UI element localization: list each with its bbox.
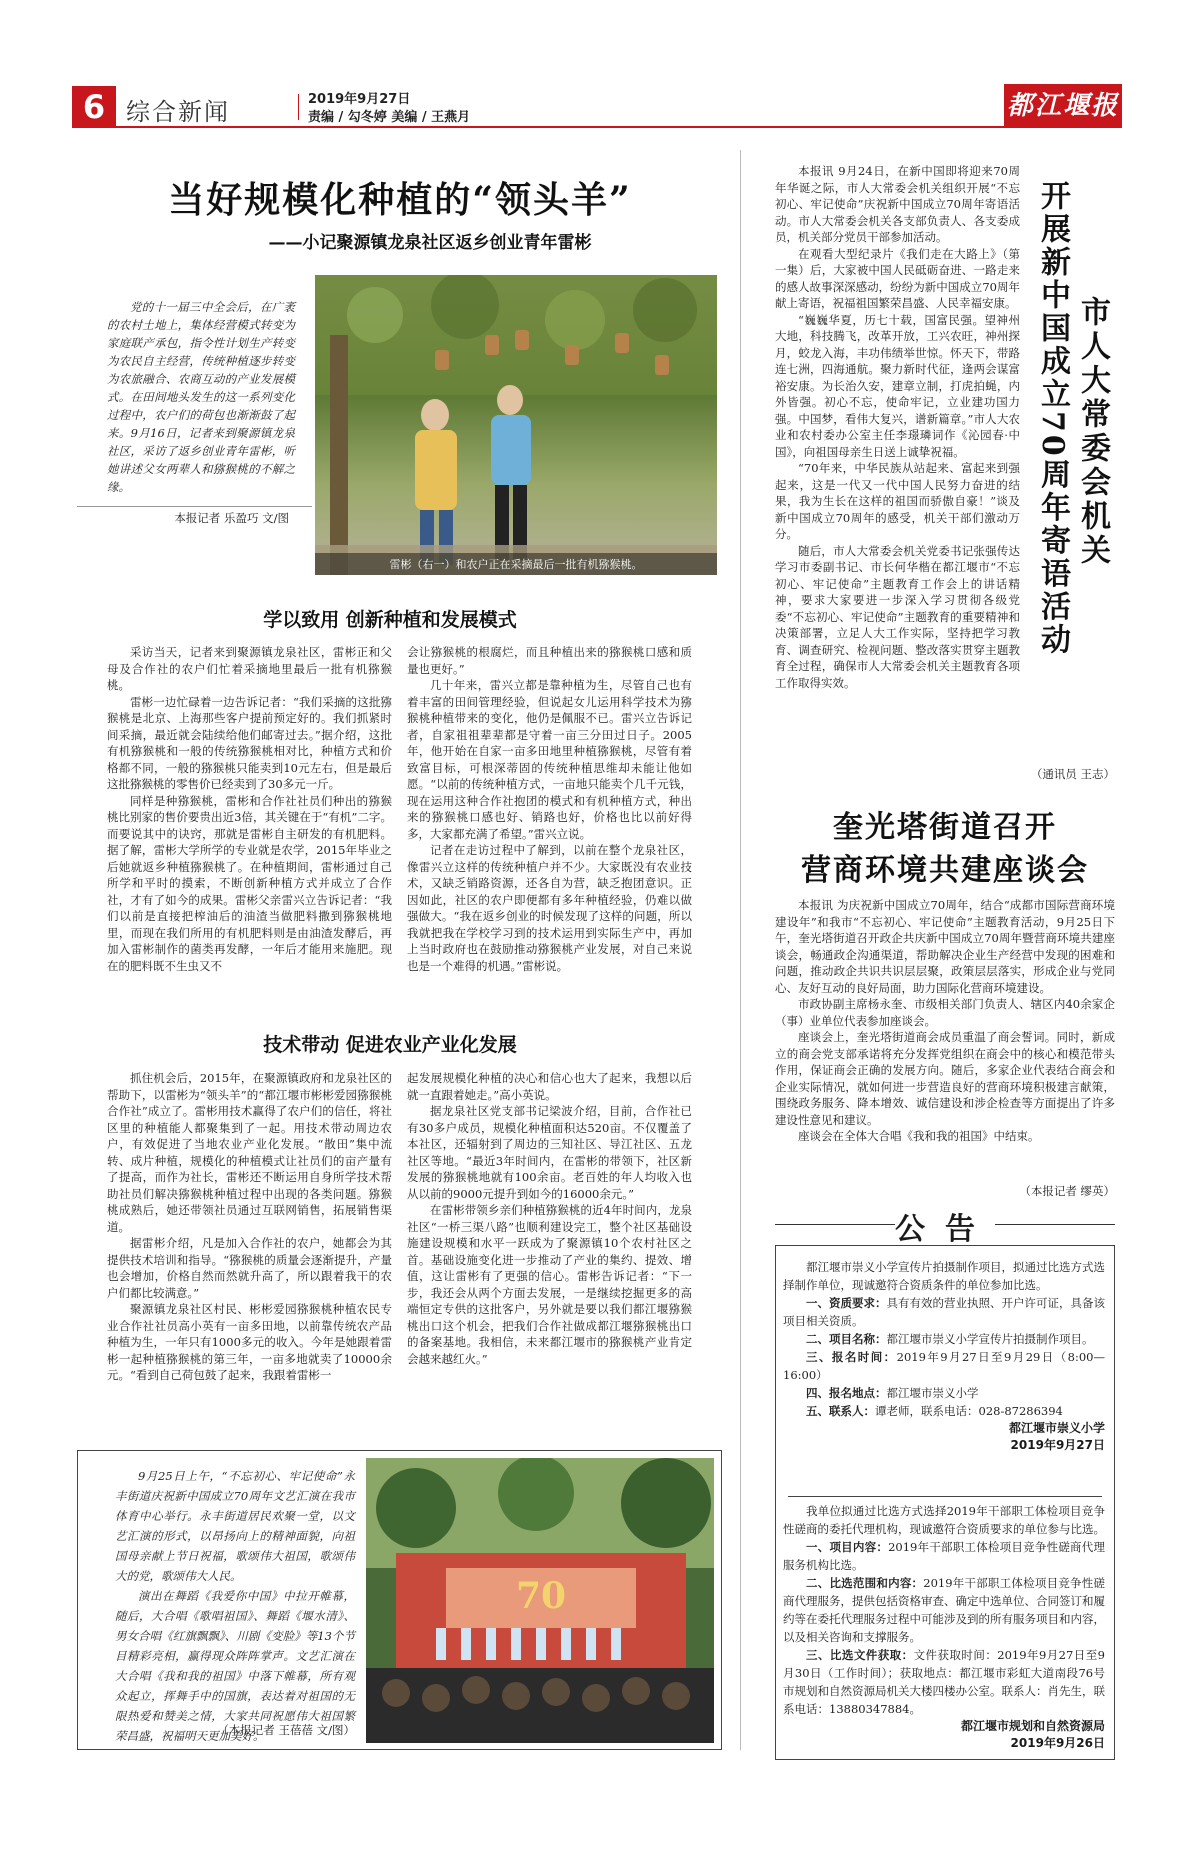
bottom-byline: （本报记者 王蓓蓓 文/图） [217,1723,355,1737]
bottom-story-text: 9月25日上午，“不忘初心、牢记使命”永丰街道庆祝新中国成立70周年文艺汇演在我市体育中心举行。永丰街道居民欢聚一堂，以文艺汇演的形式，以昂扬向上的精神面貌，向祖国母亲献上节日祝福，歌颂伟大祖国，歌颂伟大的党，歌颂伟大人民。 演出在舞蹈《我爱你中国》中拉开帷幕，随后，大合唱《歌唱祖国》、舞蹈《堰水清》、男女合唱《红旗飘飘》、川剧《变脸》等13个节目精彩亮相，赢得现众阵阵掌声。文艺汇演在大合唱《我和我的祖国》中落下帷幕，所有观众起立，挥舞手中的国旗，表达着对祖国的无限热爱和赞美之情，大家共同祝愿伟大祖国繁荣昌盛，祝福明天更加美好。 [115,1469,355,1743]
issue-date: 2019年9月27日 [308,92,411,107]
section2-heading: 技术带动 促进农业产业化发展 [263,1034,517,1056]
notice2-item: 一、项目内容：2019年干部职工体检项目竞争性磋商代理服务机构比选。 [783,1540,1105,1572]
notice2-item: 二、比选范围和内容：2019年干部职工体检项目竞争性磋商代理服务，提供包括资格审查、确定中选单位、合同签订和履约等在委托代理服务过程中可能涉及到的所有服务项目和内容，以及相关咨询和支撑服务。 [783,1576,1106,1644]
right-story1-byline: （通讯员 王志） [1030,767,1115,781]
lead-title: 当好规模化种植的“领头羊” [168,179,632,221]
right-story1-title-line2: 开展新中国成立70周年寄语活动 [1035,180,1070,657]
notice1-item: 二、项目名称：都江堰市崇义小学宣传片拍摄制作项目。 [806,1332,1094,1346]
kiwi-harvest-photo [315,275,717,575]
lead-intro: 党的十一届三中全会后，在广袤的农村土地上，集体经营模式转变为家庭联产承包，指令性计划生产转变为农民自主经营，传统种植逐步转变为农旅融合、农商互动的产业发展模式。在田间地头发生的这一系列变化过程中，农户们的荷包也渐渐鼓了起来。9月16日，记者来到聚源镇龙泉社区，采访了返乡创业青年雷彬，听她讲述父女两辈人和猕猴桃的不解之缘。 [107,300,295,494]
right-story2-body: 本报讯 为庆祝新中国成立70周年，结合“成都市国际营商环境建设年”和我市“不忘初心、牢记使命”主题教育活动，9月25日下午，奎光塔街道召开政企共庆新中国成立70周年暨营商环境共建座谈会，畅通政企沟通渠道，帮助解决企业生产经营中发现的困难和问题，推动政企共识共识层层聚，政策层层落实，形成企业与党同心、友好互动的良好局面，助力国际化营商环境建设。 市政协副主席杨永奎、市级相关部门负责人、辖区内40余家企（事）业单位代表参加座谈会。 座谈会上，奎光塔街道商会成员重温了商会誓词。同时，新成立的商会党支部承诺将充分发挥党组织在商会中的核心和模范带头作用，保证商会正确的发展方向。随后，多家企业代表结合商会和企业实际情况，就如何进一步营造良好的营商环境积极建言献策，围绕政务服务、降本增效、诚信建设和涉企检查等方面提出了许多建设性意见和建议。 座谈会在全体大合唱《我和我的祖国》中结束。 [775,898,1115,1143]
performance-photo [366,1458,714,1743]
right-story1-body: 本报讯 9月24日，在新中国即将迎来70周年华诞之际，市人大常委会机关组织开展“不忘初心、牢记使命”庆祝新中国成立70周年寄语活动。市人大常委会机关各支部负责人、各支委成员，机关部分党员干部参加活动。 在观看大型纪录片《我们走在大路上》（第一集）后，大家被中国人民砥砺奋进、一路走来的感人故事深深感动，纷纷为新中国成立70周年献上寄语，祝福祖国繁荣昌盛、人民幸福安康。 “巍巍华夏，历七十载，国富民强。望神州大地，科技腾飞，改革开放，工兴农旺，神州探月，蛟龙入海，丰功伟绩举世惊。怀天下，带路连七洲，四海通航。聚力新时代征，逢两会谋富裕安康。为长治久安，建章立制，打虎拍蝇，内外皆强。初心不忘，使命牢记，立业建功国力强。中国梦，看伟大复兴，谱新篇章。”市人大农业和农村委办公室主任李璟璘词作《沁园春·中国》，向祖国母亲生日送上诚挚祝福。 “70年来，中华民族从站起来、富起来到强起来，这是一代又一代中国人民努力奋进的结果，我为生长在这样的祖国而骄傲自豪！”谈及新中国成立70周年的感受，机关干部们激动万分。 随后，市人大常委会机关党委书记张强传达学习市委副书记、市长何华楷在都江堰市“不忘初心、牢记使命”主题教育工作会上的讲话精神，要求大家要进一步深入学习贯彻各级党委“不忘初心、牢记使命”主题教育的重要精神和决策部署，立足人大工作实际，坚持把学习教育、调查研究、检视问题、整改落实贯穿主题教育全过程，确保市人大常委会机关主题教育各项工作取得实效。 [775,164,1020,690]
section2-col1: 抓住机会后，2015年，在聚源镇政府和龙泉社区的帮助下，以雷彬为“领头羊”的“都江堰市彬彬爱园猕猴桃合作社”成立了。雷彬用技术赢得了农户们的信任，将社区里的种植能人都聚集到了一起。用技术带动周边农户，有效促进了当地农业产业化发展。“散田”集中流转、成片种植，规模化的种植模式让社员们的亩产量有了提高，而作为社长，雷彬还不断运用自身所学技术帮助社员们解决猕猴桃种植过程中出现的各类问题。猕猴桃成熟后，她还带领社员通过互联网销售，拓展销售渠道。 据雷彬介绍，凡是加入合作社的农户，她都会为其提供技术培训和指导。“猕猴桃的质量会逐渐提升，产量也会增加，价格自然而然就升高了，所以跟着我干的农户们都比较满意。” 聚源镇龙泉社区村民、彬彬爱园猕猴桃种植农民专业合作社社员高小英有一亩多田地，以前靠传统农产品种植为生，一年只有1000多元的收入。今年是她跟着雷彬一起种植猕猴桃的第三年，一亩多地就卖了10000余元。“看到自己荷包鼓了起来，我跟着雷彬一 [107,1071,392,1382]
photo-caption: 雷彬（右一）和农户正在采摘最后一批有机猕猴桃。 [315,553,717,575]
notice-title: 公告 [895,1212,995,1247]
masthead [72,86,1122,128]
right-story2-title-line2: 营商环境共建座谈会 [801,853,1089,888]
notice2-date: 2019年9月26日 [1010,1736,1105,1750]
section1-col1: 采访当天，记者来到聚源镇龙泉社区，雷彬正和父母及合作社的农户们忙着采摘地里最后一批有机猕猴桃。 雷彬一边忙碌着一边告诉记者：“我们采摘的这批猕猴桃是北京、上海那些客户提前预定好的。我们抓紧时间采摘，最近就会陆续给他们邮寄过去。”据介绍，这批有机猕猴桃和一般的传统猕猴桃相对比，种植方式和价格都不同，一般的猕猴桃只能卖到10元左右，但是最后这批猕猴桃的零售价已经卖到了30多元一斤。 同样是种猕猴桃，雷彬和合作社社员们种出的猕猴桃比别家的售价要贵出近3倍，其关键在于“有机”二字。而要说其中的诀窍，那就是雷彬自主研发的有机肥料。据了解，雷彬大学所学的专业就是农学，2015年毕业之后她就返乡种植猕猴桃了。在种植期间，雷彬通过自己所学和平时的摸索，不断创新种植方式并成立了合作社，才有了如今的成果。雷彬父亲雷兴立告诉记者：“我们以前是直接把榨油后的油渣当做肥料撒到猕猴桃地里，而现在我们所用的有机肥料则是由油渣发酵后，再加入雷彬制作的菌类再发酵，一年后才能用来施肥。现在的肥料既不生虫又不 [107,645,392,973]
intro-divider [77,506,312,507]
notice1-item: 五、联系人：谭老师，联系电话：028-87286394 [806,1404,1063,1418]
notice-header [775,1208,1115,1247]
notice1-date: 2019年9月27日 [1010,1438,1105,1452]
notice1-item: 三、报名时间：2019年9月27日至9月29日（8:00—16:00） [783,1350,1105,1382]
stage-illustration [366,1458,714,1743]
header-divider [298,94,299,120]
right-story2-title-line1: 奎光塔街道召开 [833,810,1057,845]
notice1-item: 一、资质要求：具有有效的营业执照、开户许可证，具备该项目相关资质。 [783,1296,1105,1328]
page-number: 6 [72,86,116,128]
editors: 责编 / 勾冬婷 美编 / 王燕月 [308,110,471,125]
notice1-item: 四、报名地点：都江堰市崇义小学 [806,1386,979,1400]
section1-heading: 学以致用 创新种植和发展模式 [263,609,517,631]
section2-col2: 起发展规模化种植的决心和信心也大了起来，我想以后就一直跟着她走。”高小英说。 据龙泉社区党支部书记梁波介绍，目前，合作社已有30多户成员，规模化种植面积达520亩。不仅覆盖了本社区，还辐射到了周边的三知社区、导江社区、五龙社区等地。“最近3年时间内，在雷彬的带领下，社区新发展的猕猴桃地就有100余亩。老百姓的年人均收入也从以前的9000元提升到如今的16000余元。” 在雷彬带领乡亲们种植猕猴桃的近4年时间内，龙泉社区“一桥三渠八路”也顺利建设完工，整个社区基础设施建设规模和水平一跃成为了聚源镇10个农村社区之首。基础设施变化进一步推动了产业的集约、提效、增值，这让雷彬有了更强的信心。雷彬告诉记者：“下一步，我还会从两个方面去发展，一是继续挖掘更多的高端恒定专供的这批客户，另外就是要以我们都江堰猕猴桃出口这个机会，把我们合作社做成都江堰猕猴桃出口的备案基地。我相信，未来都江堰市的猕猴桃产业肯定会越来越红火。” [407,1071,692,1366]
right-story1-title-line1: 市人大常委会机关 [1075,296,1110,568]
photo-illustration [315,275,717,575]
notice2: 我单位拟通过比选方式选择2019年干部职工体检项目竞争性磋商的委托代理机构，现诚邀符合资质要求的单位参与比选。 一、项目内容：2019年干部职工体检项目竞争性磋商代理服务机构比选。 二、比选范围和内容：2019年干部职工体检项目竞争性磋商代理服务，提供包括资格审查、确定中选单位、合同签订和履约等在委托代理服务过程中可能涉及到的所有服务项目和内容，以及相关咨询和支撑服务。 三、比选文件获取：文件获取时间：2019年9月27日至9月30日（工作时间）；获取地点：都江堰市彩虹大道南段76号市规划和自然资源局机关大楼四楼办公室。联系人：肖先生，联系电话：13880347884。 都江堰市规划和自然资源局 2019年9月26日 [783,1504,1106,1750]
notice2-org: 都江堰市规划和自然资源局 [960,1719,1105,1733]
lead-subtitle: ——小记聚源镇龙泉社区返乡创业青年雷彬 [268,233,592,253]
paper-logo: 都江堰报 [1004,84,1122,128]
notice2-item: 三、比选文件获取：文件获取时间：2019年9月27日至9月30日（工作时间）；获取地点：都江堰市彩虹大道南段76号市规划和自然资源局机关大楼四楼办公室。联系人：肖先生，联系电话：13880347884。 [783,1648,1105,1716]
notice1: 都江堰市崇义小学宣传片拍摄制作项目，拟通过比选方式选择制作单位，现诚邀符合资质条件的单位参加比选。 一、资质要求：具有有效的营业执照、开户许可证，具备该项目相关资质。 二、项目名称：都江堰市崇义小学宣传片拍摄制作项目。 三、报名时间：2019年9月27日至9月29日（8:00—16:00） 四、报名地点：都江堰市崇义小学 五、联系人：谭老师，联系电话：028-87286394 都江堰市崇义小学 2019年9月27日 [783,1260,1105,1452]
column-separator [740,150,741,1750]
right-story2-byline: （本报记者 缪英） [1019,1184,1115,1198]
section-name: 综合新闻 [126,98,230,126]
svg-text:70: 70 [515,1575,567,1617]
notice1-org: 都江堰市崇义小学 [1008,1421,1105,1435]
lead-byline: 本报记者 乐盈巧 文/图 [174,511,289,525]
notice-divider [788,1496,1102,1497]
section1-col2: 会让猕猴桃的根腐烂，而且种植出来的猕猴桃口感和质量也更好。” 几十年来，雷兴立都是靠种植为生，尽管自己也有着丰富的田间管理经验，但说起女儿运用科学技术为猕猴桃种植带来的变化，他仍是佩服不已。雷兴立告诉记者，自家祖祖辈辈都是守着一亩三分田过日子。2005年，他开始在自家一亩多田地里种植猕猴桃，尽管有着致富目标，可根深蒂固的传统种植思维却未能让他如愿。“以前的传统种植方式，一亩地只能卖个几千元钱，现在运用这种合作社抱团的模式和有机种植方式，种出来的猕猴桃口感也好、销路也好，价格也比以前好得多，大家都充满了希望。”雷兴立说。 记者在走访过程中了解到，以前在整个龙泉社区，像雷兴立这样的传统种植户并不少。大家既没有农业技术，又缺乏销路资源，还各自为营，缺乏抱团意识。正因如此，社区的农户即便都有多年种植经验，仍难以做强做大。“我在返乡创业的时候发现了这样的问题，所以我就把我在学校学习到的技术运用到实际生产中，再加上当时政府也在鼓励推动猕猴桃产业发展，对自己来说也是一个难得的机遇。”雷彬说。 [407,645,692,973]
